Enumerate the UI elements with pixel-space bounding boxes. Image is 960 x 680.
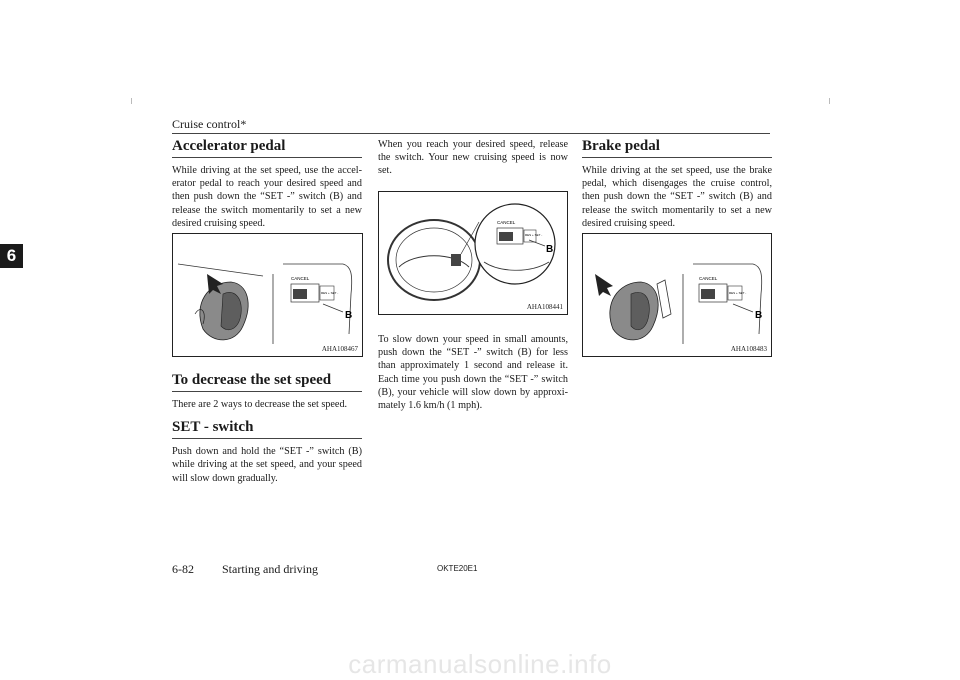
chapter-tab: 6 — [0, 244, 23, 268]
column-2 — [378, 138, 568, 178]
figure-accelerator — [172, 233, 363, 357]
watermark-text: carmanualsonline.info — [348, 649, 612, 679]
accelerator-text: While driving at the set speed, use the accelerator pedal to reach your desired speed and then push down the “SET -” switch (B) and release the switch momentarily to set a new desired cruising speed. — [172, 165, 362, 229]
column-2-lower — [378, 333, 568, 412]
release-text: When you reach your desired speed, release the switch. Your new cruising speed is now set. — [378, 139, 568, 177]
page-number: 6-82 — [172, 562, 194, 576]
heading-decrease-set-speed: To decrease the set speed — [172, 372, 362, 392]
figure2-code: AHA108441 — [526, 303, 563, 311]
heading-accelerator-pedal: Accelerator pedal — [172, 138, 362, 158]
column-1-lower — [172, 372, 362, 485]
set-switch-text: Push down and hold the “SET -” switch (B) while driving at the set speed, and your speed will slow down gradually. — [172, 446, 362, 484]
crop-mark — [829, 98, 830, 104]
figure2-b-label: B — [546, 244, 554, 255]
steering-wheel-illustration — [379, 192, 567, 314]
figure1-b-label: B — [345, 310, 353, 321]
figure1-code: AHA108467 — [321, 345, 358, 353]
column-3 — [582, 138, 772, 230]
decrease-text: There are 2 ways to decrease the set speed. — [172, 399, 348, 410]
heading-set-switch: SET - switch — [172, 419, 362, 439]
accelerator-pedal-illustration — [173, 234, 362, 356]
figure3-cancel-label: CANCEL — [699, 276, 718, 281]
footer-section-name: Starting and driving — [222, 562, 318, 576]
heading-brake-pedal: Brake pedal — [582, 138, 772, 158]
brake-pedal-illustration — [583, 234, 771, 356]
figure1-cancel-label: CANCEL — [291, 276, 310, 281]
brake-text: While driving at the set speed, use the brake pedal, which disengages the cruise control, then push down the “SET -” switch (B) and release the switch momentarily to set a new desired cruising speed. — [582, 165, 772, 229]
figure-steering-wheel — [378, 191, 568, 315]
figure3-button-label: RES + SET - — [729, 291, 747, 295]
figure1-button-label: RES + SET - — [321, 291, 339, 295]
document-code: OKTE20E1 — [437, 564, 478, 573]
figure3-b-label: B — [755, 310, 763, 321]
figure2-cancel-label: CANCEL — [497, 220, 516, 225]
figure3-code: AHA108483 — [730, 345, 767, 353]
header-rule — [172, 133, 770, 134]
figure2-button-label: RES + SET - — [525, 233, 543, 237]
slow-down-text: To slow down your speed in small amounts, push down the “SET -” switch (B) for less than approximately 1 second and release it. Each time you push down the “SET -” switch (B), your vehicle will slow down by approximately 1.6 km/h (1 mph). — [378, 334, 568, 412]
figure-brake — [582, 233, 772, 357]
column-1 — [172, 138, 362, 230]
crop-mark — [131, 98, 132, 104]
section-header-title: Cruise control* — [172, 117, 247, 131]
